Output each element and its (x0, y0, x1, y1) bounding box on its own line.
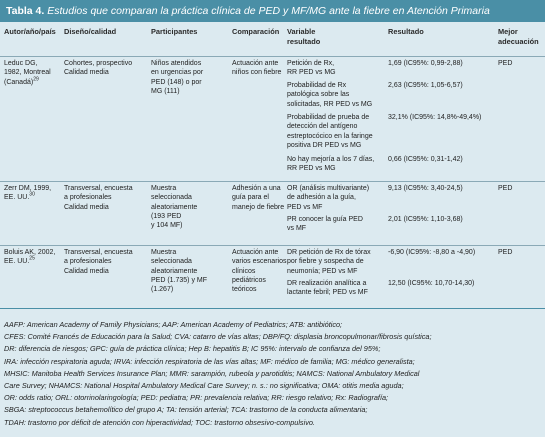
variable-item: DR realización analítica a lactante febril; PED vs MF (287, 280, 368, 297)
footnote-line: OR: odds ratio; ORL: otorrinolaringología; PED: pediatra; PR: prevalencia relativa; RR: riesgo relativo; Rx: Radiografía; (4, 393, 389, 403)
cell-variable (287, 184, 385, 234)
header-participants: Participantes (151, 27, 198, 36)
footnote-line: IRA: infección respiratoria aguda; IRVA: infección respiratoria de las vías altas; MF: médico de familia; MG: médico generalista; (4, 356, 415, 366)
cell-best: PED (498, 249, 513, 256)
variable-item: Probabilidad de prueba de detección del antígeno estreptocócico en la faringe positiva DR PED vs MG (287, 114, 373, 149)
reference-number: 30 (29, 191, 35, 198)
cell-comparison: Actuación ante varios escenarios clínicos pediátricos teóricos (232, 249, 287, 294)
result-value: 9,13 (IC95%: 3,40-24,5) (388, 185, 463, 192)
cell-design: Transversal, encuesta a profesionales Calidad media (64, 249, 133, 275)
table-row (0, 57, 545, 182)
footnote-line: AAFP: American Academy of Family Physicians; AAP: American Academy of Pediatrics; ATB: antibiótico; (4, 320, 343, 329)
header-variable: Variable resultado (287, 27, 321, 46)
table-caption: Estudios que comparan la práctica clínica de PED y MF/MG ante la fiebre en Atención Primaria (47, 5, 490, 17)
cell-result (388, 184, 498, 224)
table-number: Tabla 4. (6, 5, 45, 17)
header-best: Mejor adecuación (498, 27, 539, 46)
table-row (0, 182, 545, 246)
result-value: -6,90 (IC95%: -8,80 a -4,90) (388, 249, 476, 256)
cell-author: Zerr DM, 1999, EE. UU.$^{30}$ (4, 185, 52, 202)
result-value: 12,50 (IC95%: 10,70-14,30) (388, 280, 475, 287)
table-row (0, 246, 545, 309)
result-value: 2,63 (IC95%: 1,05-6,57) (388, 82, 463, 89)
cell-participants: Muestra seleccionada aleatoriamente PED (1.735) y MF (1.267) (151, 249, 208, 294)
footnote-line: MHSIC: Manitoba Health Services Insurance Plan; MMR: sarampión, rubeola y parotiditis; NAMCS: National Ambulatory Medical (4, 368, 420, 378)
header-comparison: Comparación (232, 27, 280, 36)
header-design: Diseño/calidad (64, 27, 117, 36)
table-title (0, 0, 545, 22)
reference-number: 25 (29, 255, 35, 262)
cell-variable (287, 59, 385, 174)
table-footnotes (4, 319, 541, 429)
cell-result (388, 59, 498, 164)
footnote-line: CFES: Comité Francés de Educación para la Salud; CVA: catarro de vías altas; DBP/FQ: displasia broncopulmonar/fibrosis quística; (4, 332, 432, 342)
result-value: 2,01 (IC95%: 1,10-3,68) (388, 216, 463, 223)
variable-item: DR petición de Rx de tórax por fiebre y sospecha de neumonía; PED vs MF (287, 249, 371, 275)
table-header (0, 22, 545, 57)
cell-author: Leduc DG, 1982, Montreal (Canadá)$^{29}$ (4, 60, 51, 86)
variable-item: OR (análisis multivariante) de adhesión a la guía, PED vs MF (287, 185, 370, 211)
cell-result (388, 248, 498, 288)
header-author: Autor/año/país (4, 27, 56, 36)
variable-item: Probabilidad de Rx patológica sobre las solicitadas, RR PED vs MG (287, 82, 373, 108)
footnote-line: DR: diferencia de riesgos; GPC: guía de práctica clínica; Hep B: hepatitis B; IC 95%: intervalo de confianza del 95%; (4, 344, 381, 354)
variable-item: Petición de Rx, RR PED vs MG (287, 60, 336, 77)
cell-design: Cohortes, prospectivo Calidad media (64, 60, 133, 77)
cell-best: PED (498, 60, 513, 67)
result-value: 1,69 (IC95%: 0,99-2,88) (388, 60, 463, 67)
footnote-line: Care Survey; NHAMCS: National Hospital Ambulatory Medical Care Survey; n. s.: no significativa; OMA: otitis media aguda; (4, 381, 404, 391)
cell-best: PED (498, 185, 513, 192)
reference-number: 29 (33, 76, 39, 83)
variable-item: PR conocer la guía PED vs MF (287, 216, 363, 233)
variable-item: No hay mejoría a los 7 días, RR PED vs MG (287, 156, 375, 173)
footnote-line: TDAH: trastorno por déficit de atención con hiperactividad; TOC: trastorno obsesivo-compulsivo. (4, 417, 315, 427)
cell-design: Transversal, encuesta a profesionales Calidad media (64, 185, 133, 211)
result-value: 0,66 (IC95%: 0,31-1,42) (388, 156, 463, 163)
cell-comparison: Actuación ante niños con fiebre (232, 60, 282, 77)
cell-variable (287, 248, 385, 298)
footnote-line: SBGA: streptococcus betahemolítico del grupo A; TA: tensión arterial; TCA: trastorno de la conducta alimentaria; (4, 405, 368, 415)
cell-participants: Muestra seleccionada aleatoriamente (193 PED y 104 MF) (151, 185, 198, 230)
header-result: Resultado (388, 27, 424, 36)
cell-author: Boluis AK, 2002, EE. UU.$^{25}$ (4, 249, 56, 266)
cell-comparison: Adhesión a una guía para el manejo de fiebre (232, 185, 285, 211)
cell-participants: Niños atendidos en urgencias por PED (148) o por MG (111) (151, 60, 204, 95)
result-value: 32,1% (IC95%: 14,8%-49,4%) (388, 114, 482, 121)
